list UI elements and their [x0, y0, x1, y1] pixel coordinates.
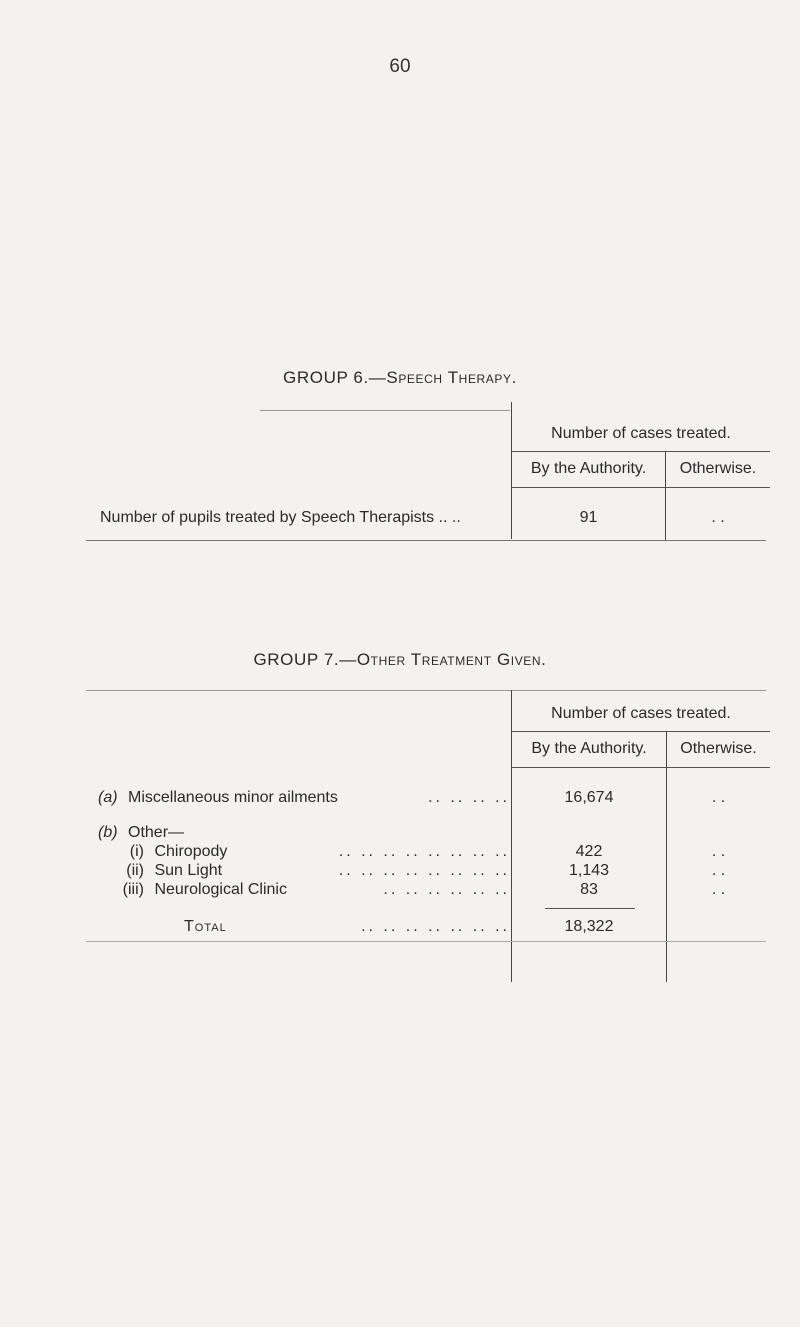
sub-row-dots: .. .. .. .. .. ..: [383, 881, 510, 898]
group6-top-rule: [260, 410, 510, 411]
sub-row-dots: .. .. .. .. .. .. .. ..: [338, 843, 510, 860]
group6-bottom-rule: [86, 540, 766, 541]
sub-row-authority: 1,143: [568, 862, 610, 879]
group6-title: [0, 368, 800, 388]
total-authority: 18,322: [564, 918, 614, 935]
group7-col-authority: By the Authority.: [531, 740, 647, 757]
group7-subheader-rule: [512, 767, 770, 768]
sub-row-authority: 422: [575, 843, 603, 860]
row-a-otherwise: . .: [711, 789, 726, 806]
group7-title-prefix: GROUP 7.—: [253, 650, 357, 669]
row-a-label: Miscellaneous minor ailments: [128, 789, 338, 806]
group6-title-prefix: GROUP 6.—: [283, 368, 387, 387]
group7-row-b: [98, 824, 184, 842]
row-b-marker: (b): [98, 824, 118, 841]
sub-row-otherwise: . .: [711, 862, 726, 879]
total-label: Total: [184, 918, 227, 935]
sub-row-otherwise: . .: [711, 843, 726, 860]
sub-row-label: Neurological Clinic: [154, 881, 287, 898]
group6-header-rule: [512, 451, 770, 452]
group7-col-otherwise: Otherwise.: [680, 740, 757, 757]
sub-row-label: Sun Light: [154, 862, 223, 879]
group6-col-otherwise: Otherwise.: [679, 460, 757, 477]
sub-row-marker: (ii): [126, 862, 144, 879]
group7-bottom-rule: [86, 941, 766, 942]
row-a-marker: (a): [98, 789, 118, 806]
total-rule: [545, 908, 635, 909]
group7-label-divider: [511, 690, 512, 982]
row-a-authority: 16,674: [564, 789, 614, 806]
group7-row-a: [98, 789, 338, 807]
group6-col-authority: By the Authority.: [530, 460, 647, 477]
row-b-label: Other—: [128, 824, 185, 841]
group6-row-authority: 91: [579, 509, 598, 526]
group6-subheader-rule: [512, 487, 770, 488]
total-dots: .. .. .. .. .. .. ..: [361, 918, 510, 935]
group7-title-main: Other Treatment Given.: [356, 650, 547, 669]
group6-row-label: Number of pupils treated by Speech Therapists .. ..: [100, 509, 461, 526]
group7-title: [0, 650, 800, 670]
sub-row-authority: 83: [580, 881, 598, 898]
sub-row-marker: (iii): [122, 881, 144, 898]
group7-top-rule: [86, 690, 766, 691]
sub-row-dots: .. .. .. .. .. .. .. ..: [338, 862, 510, 879]
sub-row-otherwise: . .: [711, 881, 726, 898]
group6-header: Number of cases treated.: [551, 425, 731, 442]
group6-title-main: Speech Therapy.: [386, 368, 517, 387]
group7-header: Number of cases treated.: [551, 705, 731, 722]
group6-row-otherwise: . .: [711, 509, 725, 526]
sub-row: [110, 843, 227, 861]
sub-row: [110, 862, 222, 880]
group7-header-rule: [512, 731, 770, 732]
sub-row-marker: (i): [129, 843, 144, 860]
sub-row: [110, 881, 287, 899]
row-a-dots: .. .. .. ..: [428, 789, 510, 806]
sub-row-label: Chiropody: [154, 843, 228, 860]
page-number: 60: [389, 56, 411, 77]
